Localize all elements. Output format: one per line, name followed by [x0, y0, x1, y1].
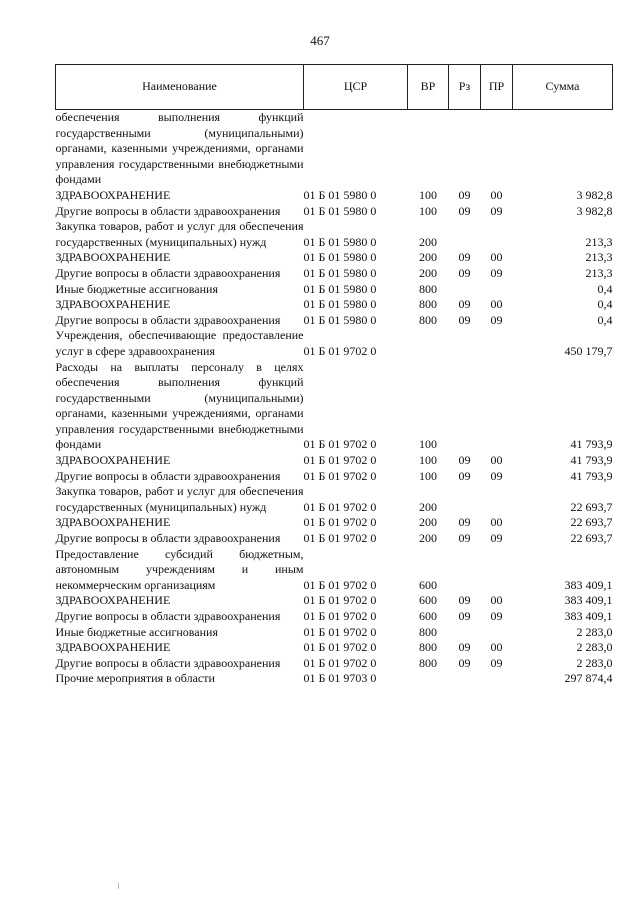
cell-rz: [449, 110, 481, 188]
table-row: [56, 250, 613, 266]
cell-sum: 383 409,1: [564, 609, 613, 623]
cell-pr: 09: [490, 531, 503, 546]
cell-rz: 09: [458, 655, 471, 670]
cell-csr: 01 Б 01 5980 0: [303, 234, 377, 249]
cell-vr: 600: [419, 577, 437, 592]
cell-vr: 200: [419, 234, 437, 249]
cell-sum: 2 283,0: [576, 655, 613, 670]
cell-csr: 01 Б 01 9702 0: [303, 655, 377, 670]
cell-rz: 09: [458, 593, 471, 608]
cell-pr: 00: [490, 187, 503, 202]
cell-vr: 200: [419, 250, 437, 265]
cell-sum: 297 874,4: [564, 671, 613, 686]
cell-vr: 100: [419, 187, 437, 202]
table-row: [56, 282, 613, 298]
cell-rz: 09: [458, 468, 471, 483]
cell-name: Закупка товаров, работ и услуг для обеспечения государственных (муниципальных) нужд: [55, 219, 304, 249]
table-body: [56, 110, 613, 687]
cell-rz: 09: [458, 265, 471, 280]
header-pr: ПР: [481, 65, 513, 110]
cell-rz: [449, 547, 481, 594]
cell-name: Иные бюджетные ассигнования: [55, 624, 218, 639]
cell-csr: 01 Б 01 9702 0: [303, 609, 377, 623]
table-row: [56, 188, 613, 204]
cell-rz: 09: [458, 609, 471, 623]
cell-name: Другие вопросы в области здравоохранения: [55, 468, 281, 483]
cell-vr: [408, 328, 449, 359]
table-header-row: [56, 65, 613, 110]
cell-csr: 01 Б 01 5980 0: [303, 265, 377, 280]
header-sum: Сумма: [513, 65, 613, 110]
table-row: [56, 515, 613, 531]
cell-csr: 01 Б 01 9702 0: [303, 437, 377, 452]
table-row: [56, 656, 613, 672]
header-vr: ВР: [408, 65, 449, 110]
cell-name: ЗДРАВООХРАНЕНИЕ: [55, 297, 171, 312]
cell-name: Предоставление субсидий бюджетным, автономным учреждениям и иным некоммерческим организациям: [55, 546, 304, 592]
cell-rz: 09: [458, 312, 471, 327]
cell-vr: 100: [419, 453, 437, 468]
cell-sum: 22 693,7: [570, 515, 613, 530]
cell-vr: 100: [419, 437, 437, 452]
cell-rz: 09: [458, 640, 471, 655]
cell-sum: 22 693,7: [570, 499, 613, 514]
cell-vr: 800: [419, 281, 437, 296]
cell-sum: 213,3: [585, 234, 613, 249]
cell-vr: 800: [419, 297, 437, 312]
cell-sum: 2 283,0: [576, 624, 613, 639]
cell-pr: [481, 671, 513, 687]
cell-vr: 800: [419, 655, 437, 670]
cell-pr: 00: [490, 515, 503, 530]
cell-rz: [449, 484, 481, 515]
cell-sum: 0,4: [597, 312, 613, 327]
cell-rz: [449, 671, 481, 687]
cell-rz: 09: [458, 203, 471, 218]
cell-csr: 01 Б 01 5980 0: [303, 250, 377, 265]
cell-rz: 09: [458, 187, 471, 202]
cell-name: Другие вопросы в области здравоохранения: [55, 655, 281, 670]
cell-rz: 09: [458, 453, 471, 468]
header-name: Наименование: [56, 65, 304, 110]
table-row: [56, 360, 613, 454]
cell-pr: [481, 282, 513, 298]
table-row: [56, 110, 613, 188]
cell-sum: 383 409,1: [564, 593, 613, 608]
cell-vr: 600: [419, 593, 437, 608]
cell-name: Другие вопросы в области здравоохранения: [55, 609, 281, 623]
cell-csr: 01 Б 01 5980 0: [303, 312, 377, 327]
table-row: [56, 204, 613, 220]
cell-name: Прочие мероприятия в области: [55, 671, 215, 686]
cell-pr: [481, 110, 513, 188]
cell-csr: 01 Б 01 9702 0: [303, 640, 377, 655]
cell-sum: 41 793,9: [570, 453, 613, 468]
cell-vr: [408, 110, 449, 188]
cell-pr: 09: [490, 468, 503, 483]
cell-rz: [449, 219, 481, 250]
table-row: [56, 547, 613, 594]
cell-name: Другие вопросы в области здравоохранения: [55, 531, 281, 546]
cell-pr: [481, 484, 513, 515]
cell-sum: [513, 110, 613, 188]
cell-sum: 213,3: [585, 250, 613, 265]
cell-sum: 213,3: [585, 265, 613, 280]
cell-csr: 01 Б 01 9702 0: [303, 468, 377, 483]
table-row: [56, 469, 613, 485]
cell-name: Другие вопросы в области здравоохранения: [55, 265, 281, 280]
cell-csr: [304, 110, 408, 188]
cell-sum: 22 693,7: [570, 531, 613, 546]
cell-name: обеспечения выполнения функций государственными (муниципальными) органами, казенными учреждениями, органами управления государственными внебюджетными фондами: [55, 110, 304, 187]
cell-pr: [481, 625, 513, 641]
cell-name: Расходы на выплаты персоналу в целях обеспечения выполнения функций государственными (муниципальными) органами, казенными учреждениями, органами управления государственными внебюджетными фондами: [55, 359, 304, 452]
cell-csr: 01 Б 01 9702 0: [303, 515, 377, 530]
cell-pr: [481, 547, 513, 594]
cell-pr: [481, 360, 513, 454]
cell-pr: 00: [490, 453, 503, 468]
cell-name: ЗДРАВООХРАНЕНИЕ: [55, 593, 171, 608]
cell-name: ЗДРАВООХРАНЕНИЕ: [55, 187, 171, 202]
cell-sum: 3 982,8: [576, 203, 613, 218]
cell-pr: 09: [490, 312, 503, 327]
cell-csr: 01 Б 01 9702 0: [303, 343, 377, 358]
table-row: [56, 328, 613, 359]
cell-pr: 09: [490, 655, 503, 670]
table-row: [56, 671, 613, 687]
table-row: [56, 266, 613, 282]
budget-table: [55, 64, 613, 687]
cell-pr: 00: [490, 640, 503, 655]
table-row: [56, 531, 613, 547]
cell-name: Иные бюджетные ассигнования: [55, 281, 218, 296]
cell-name: ЗДРАВООХРАНЕНИЕ: [55, 515, 171, 530]
cell-vr: 800: [419, 312, 437, 327]
cell-vr: 100: [419, 468, 437, 483]
cell-pr: 00: [490, 250, 503, 265]
cell-pr: 09: [490, 265, 503, 280]
cell-vr: 800: [419, 624, 437, 639]
table-row: [56, 297, 613, 313]
cell-name: Учреждения, обеспечивающие предоставление услуг в сфере здравоохранения: [55, 328, 304, 358]
cell-csr: 01 Б 01 5980 0: [303, 281, 377, 296]
cell-sum: 0,4: [597, 281, 613, 296]
cell-pr: [481, 328, 513, 359]
cell-rz: 09: [458, 515, 471, 530]
table-row: [56, 313, 613, 329]
cell-name: ЗДРАВООХРАНЕНИЕ: [55, 453, 171, 468]
cell-sum: 450 179,7: [564, 343, 613, 358]
cell-sum: 2 283,0: [576, 640, 613, 655]
cell-rz: [449, 625, 481, 641]
cell-vr: 800: [419, 640, 437, 655]
cell-csr: 01 Б 01 9702 0: [303, 593, 377, 608]
header-rz: Рз: [449, 65, 481, 110]
cell-pr: 00: [490, 297, 503, 312]
cell-csr: 01 Б 01 9702 0: [303, 499, 377, 514]
cell-rz: [449, 328, 481, 359]
cell-rz: 09: [458, 531, 471, 546]
cell-sum: 383 409,1: [564, 577, 613, 592]
cell-name: Другие вопросы в области здравоохранения: [55, 312, 281, 327]
cell-vr: [408, 671, 449, 687]
cell-vr: 200: [419, 499, 437, 514]
cell-sum: 41 793,9: [570, 437, 613, 452]
cell-rz: [449, 282, 481, 298]
cell-vr: 200: [419, 531, 437, 546]
table-row: [56, 219, 613, 250]
cell-pr: 00: [490, 593, 503, 608]
cell-vr: 200: [419, 265, 437, 280]
cell-rz: [449, 360, 481, 454]
cell-name: ЗДРАВООХРАНЕНИЕ: [55, 640, 171, 655]
cell-csr: 01 Б 01 9703 0: [303, 671, 377, 686]
cell-pr: 09: [490, 203, 503, 218]
table-row: [56, 593, 613, 609]
cell-vr: 100: [419, 203, 437, 218]
header-csr: ЦСР: [304, 65, 408, 110]
cell-csr: 01 Б 01 5980 0: [303, 187, 377, 202]
cell-name: Закупка товаров, работ и услуг для обеспечения государственных (муниципальных) нужд: [55, 484, 304, 514]
cell-csr: 01 Б 01 9702 0: [303, 577, 377, 592]
cell-sum: 3 982,8: [576, 187, 613, 202]
cell-rz: 09: [458, 250, 471, 265]
cell-vr: 200: [419, 515, 437, 530]
cell-csr: 01 Б 01 5980 0: [303, 297, 377, 312]
scan-mark: [118, 883, 119, 889]
table-row: [56, 609, 613, 625]
cell-rz: 09: [458, 297, 471, 312]
cell-sum: 0,4: [597, 297, 613, 312]
cell-name: ЗДРАВООХРАНЕНИЕ: [55, 250, 171, 265]
cell-csr: 01 Б 01 9702 0: [303, 624, 377, 639]
cell-vr: 600: [419, 609, 437, 623]
cell-pr: [481, 219, 513, 250]
table-row: [56, 484, 613, 515]
cell-sum: 41 793,9: [570, 468, 613, 483]
cell-csr: 01 Б 01 5980 0: [303, 203, 377, 218]
table-row: [56, 640, 613, 656]
table-row: [56, 625, 613, 641]
cell-name: Другие вопросы в области здравоохранения: [55, 203, 281, 218]
cell-csr: 01 Б 01 9702 0: [303, 531, 377, 546]
cell-pr: 09: [490, 609, 503, 623]
table-row: [56, 453, 613, 469]
cell-csr: 01 Б 01 9702 0: [303, 453, 377, 468]
page-number: 467: [310, 33, 330, 48]
